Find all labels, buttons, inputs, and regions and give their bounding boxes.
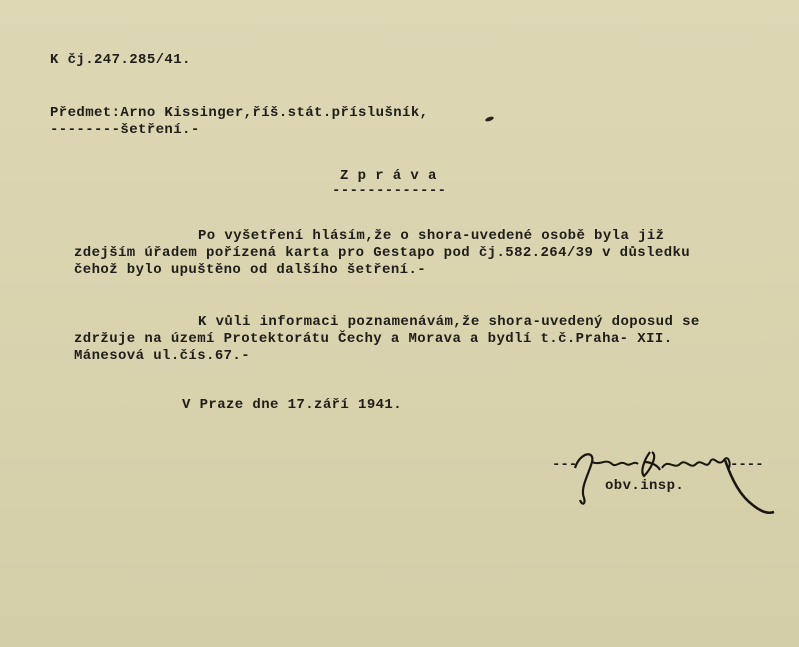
- subject-line-2: --------šetření.-: [50, 122, 200, 138]
- signatory-title: obv.insp.: [605, 478, 685, 494]
- paragraph-1-line-3: čehož bylo upuštěno od dalšího šetření.-: [74, 262, 427, 278]
- paragraph-2-line-3: Mánesová ul.čís.67.-: [74, 348, 251, 364]
- report-heading: Z p r á v a: [340, 168, 437, 184]
- subject-line: Předmet:Arno Kissinger,říš.stát.příslušník,: [50, 105, 429, 121]
- signature-dashes-left: ---: [552, 457, 578, 473]
- heading-underline: -------------: [332, 183, 447, 199]
- signature-dashes-right: ----: [730, 457, 764, 473]
- paragraph-2-line-1: K vůli informaci poznamenávám,že shora-uvedený doposud se: [198, 314, 700, 330]
- ink-mark: [485, 116, 495, 123]
- reference-number: K čj.247.285/41.: [50, 52, 191, 68]
- date-line: V Praze dne 17.září 1941.: [182, 397, 403, 413]
- paragraph-1-line-1: Po vyšetření hlásím,že o shora-uvedené osobě byla již: [198, 228, 665, 244]
- paragraph-2-line-2: zdržuje na území Protektorátu Čechy a Morava a bydlí t.č.Praha- XII.: [74, 331, 673, 347]
- paragraph-1-line-2: zdejším úřadem pořízená karta pro Gestapo pod čj.582.264/39 v důsledku: [74, 245, 691, 261]
